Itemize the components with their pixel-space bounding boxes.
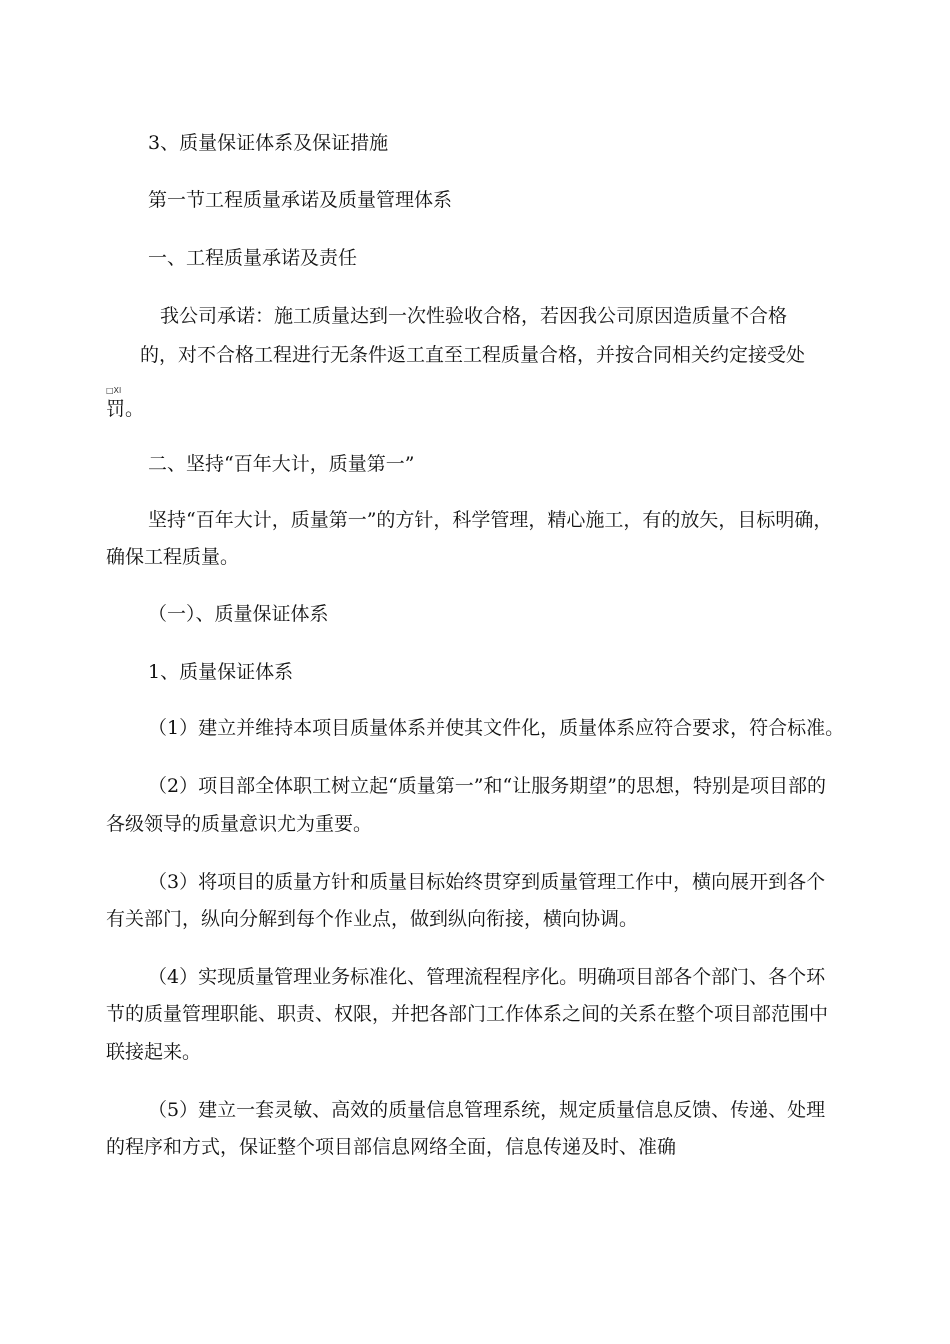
list-item-1: （1）建立并维持本项目质量体系并使其文件化，质量体系应符合要求，符合标准。 [148,717,845,739]
list-item-2-line-1: （2）项目部全体职工树立起“质量第一”和“让服务期望”的思想，特别是项目部的 [148,775,826,797]
subheading-assurance-system: （一）、质量保证体系 [148,603,329,625]
item-heading-assurance-system: 1、质量保证体系 [148,661,294,683]
list-item-5-line-2: 的程序和方式，保证整个项目部信息网络全面，信息传递及时、准确 [106,1136,677,1158]
list-item-4-line-2: 节的质量管理职能、职责、权限，并把各部门工作体系之间的关系在整个项目部范围中 [106,1003,829,1025]
list-item-3-line-2: 有关部门，纵向分解到每个作业点，做到纵向衔接，横向协调。 [106,908,639,930]
list-item-2-line-2: 各级领导的质量意识尤为重要。 [106,813,373,835]
stray-mark: □Xl [106,386,122,395]
list-item-3-line-1: （3）将项目的质量方针和质量目标始终贯穿到质量管理工作中，横向展开到各个 [148,871,826,893]
subheading-century-plan: 二、坚持“百年大计，质量第一” [148,453,415,475]
list-item-5-line-1: （5）建立一套灵敏、高效的质量信息管理系统，规定质量信息反馈、传递、处理 [148,1099,826,1121]
list-item-4-line-3: 联接起来。 [106,1041,202,1063]
heading-quality-assurance: 3、质量保证体系及保证措施 [148,132,389,154]
paragraph-policy-line-1: 坚持“百年大计，质量第一”的方针，科学管理，精心施工，有的放矢，目标明确， [148,509,833,531]
subheading-commitment: 一、工程质量承诺及责任 [148,247,358,269]
paragraph-policy-line-2: 确保工程质量。 [106,546,240,568]
paragraph-commitment-line-2: 的，对不合格工程进行无条件返工直至工程质量合格，并按合同相关约定接受处 [140,344,806,366]
paragraph-commitment-line-1: 我公司承诺：施工质量达到一次性验收合格，若因我公司原因造质量不合格 [160,305,788,327]
list-item-4-line-1: （4）实现质量管理业务标准化、管理流程程序化。明确项目部各个部门、各个环 [148,966,826,988]
paragraph-commitment-line-3: 罚。 [106,398,145,420]
section-title: 第一节工程质量承诺及质量管理体系 [148,189,453,211]
